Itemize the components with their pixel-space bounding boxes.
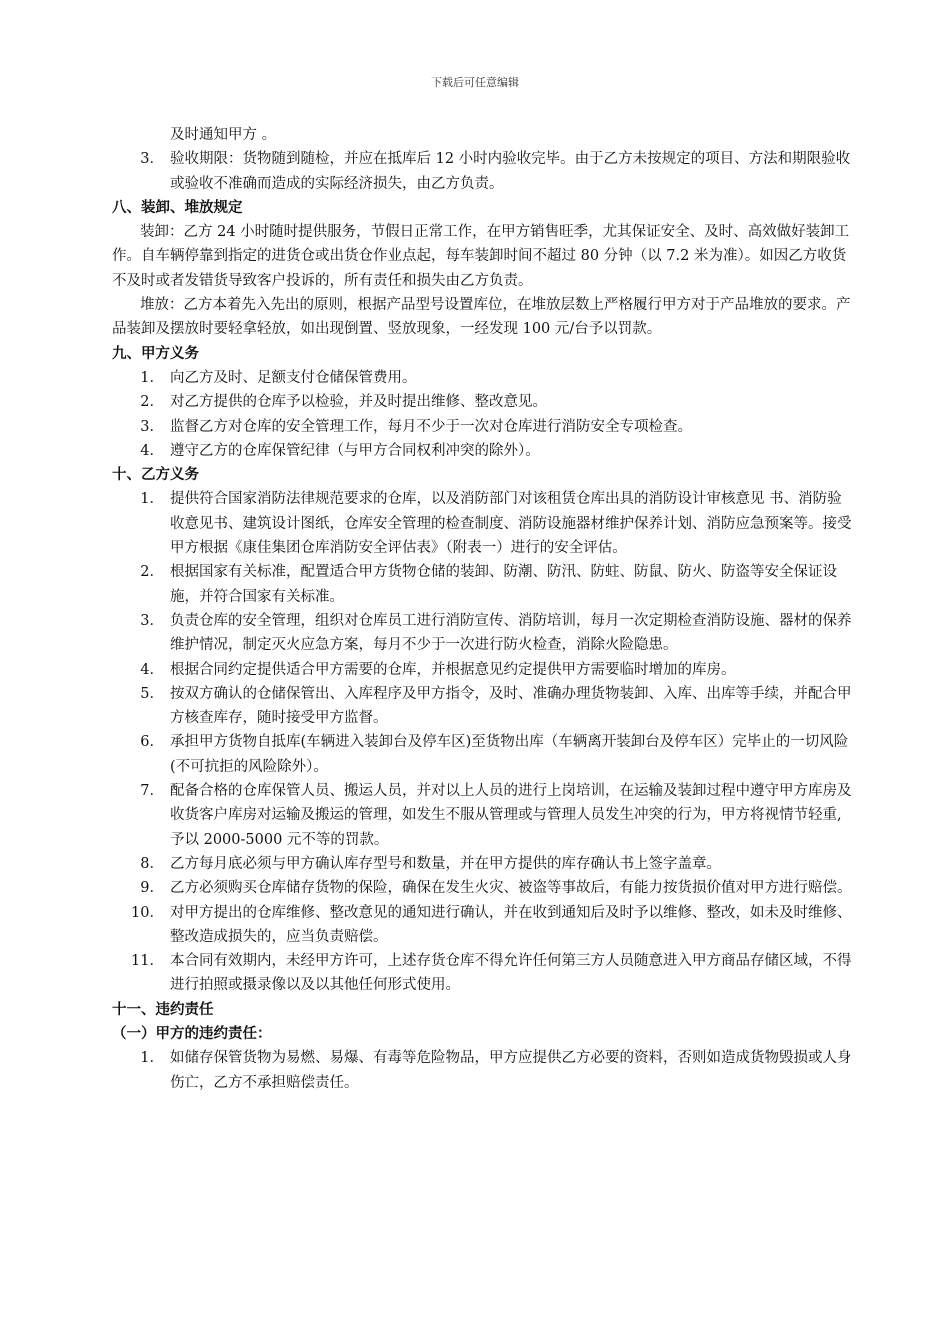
- item-number: 1．: [140, 1050, 164, 1067]
- item-number: 7．: [140, 783, 164, 800]
- section9-item: [112, 390, 852, 414]
- section9-heading: 九、甲方义务: [112, 345, 199, 362]
- document-body: [112, 123, 852, 1095]
- item-text: 按双方确认的仓储保管出、入库程序及甲方指令，及时、准确办理货物装卸、入库、出库等手续，并配合甲方核查库存，随时接受甲方监督。: [170, 685, 852, 727]
- item-number: 1．: [140, 491, 164, 508]
- item-number: 11．: [131, 953, 164, 970]
- header-note: 下载后可任意编辑: [431, 76, 519, 89]
- item-number: 8．: [140, 855, 164, 872]
- section10-item: [112, 609, 852, 658]
- item-text: 对乙方提供的仓库予以检验，并及时提出维修、整改意见。: [170, 394, 547, 411]
- item-text: 根据合同约定提供适合甲方需要的仓库，并根据意见约定提供甲方需要临时增加的库房。: [170, 661, 736, 678]
- item-number: 3．: [140, 151, 164, 168]
- section10-item: [112, 852, 852, 876]
- section9-item: [112, 439, 852, 463]
- item-number: 4．: [140, 442, 164, 459]
- item-text: 提供符合国家消防法律规范要求的仓库，以及消防部门对该租赁仓库出具的消防设计审核意见 书、消防验收意见书、建筑设计图纸，仓库安全管理的检查制度、消防设施器材维护保养计划、消防应急预案等。接受甲方根据《康佳集团仓库消防安全评估表》（附表一）进行的安全评估。: [170, 491, 852, 557]
- item-text: 遵守乙方的仓库保管纪律（与甲方合同权利冲突的除外）。: [170, 442, 540, 459]
- item-text: 向乙方及时、足额支付仓储保管费用。: [170, 369, 417, 386]
- item-text: 验收期限：货物随到随检，并应在抵库后 12 小时内验收完毕。由于乙方未按规定的项目、方法和期限验收或验收不准确而造成的实际经济损失，由乙方负责。: [170, 151, 851, 192]
- item-text: 配备合格的仓库保管人员、搬运人员，并对以上人员的进行上岗培训，在运输及装卸过程中遵守甲方库房及收货客户库房对运输及搬运的管理，如发生不服从管理或与管理人员发生冲突的行为，甲方将视情节轻重,予以 2000-5000 元不等的罚款。: [170, 783, 852, 848]
- item-number: 10．: [131, 904, 164, 921]
- section8-paragraph-stacking: 堆放：乙方本着先入先出的原则，根据产品型号设置库位，在堆放层数上严格履行甲方对于产品堆放的要求。产品装卸及摆放时要轻拿轻放，如出现倒置、竖放现象，一经发现 100 元/台予以罚款。: [112, 297, 851, 338]
- item-text: 乙方每月底必须与甲方确认库存型号和数量，并在甲方提供的库存确认书上签字盖章。: [170, 855, 721, 872]
- item-text: 承担甲方货物自抵库(车辆进入装卸台及停车区)至货物出库（车辆离开装卸台及停车区）完毕止的一切风险(不可抗拒的风险除外）。: [170, 734, 849, 775]
- section11-item: [112, 1046, 852, 1095]
- item-number: 3．: [140, 612, 164, 629]
- item-number: 2．: [140, 394, 164, 411]
- section10-item: [112, 560, 852, 609]
- item-text: 乙方必须购买仓库储存货物的保险，确保在发生火灾、被盗等事故后，有能力按货损价值对甲方进行赔偿。: [170, 880, 852, 897]
- section8-paragraph-loading: 装卸：乙方 24 小时随时提供服务，节假日正常工作，在甲方销售旺季，尤其保证安全、及时、高效做好装卸工作。自车辆停靠到指定的进货仓或出货仓作业点起，每车装卸时间不超过 80 分钟（以 7.2 米为准）。如因乙方收货不及时或者发错货导致客户投诉的，所有责任和损失由乙方负责。: [112, 224, 850, 289]
- item-number: 5．: [140, 685, 164, 702]
- section10-item: [112, 779, 852, 852]
- item-text: 如储存保管货物为易燃、易爆、有毒等危险物品，甲方应提供乙方必要的资料，否则如造成货物毁损或人身伤亡，乙方不承担赔偿责任。: [170, 1050, 852, 1091]
- item-text: 负责仓库的安全管理，组织对仓库员工进行消防宣传、消防培训，每月一次定期检查消防设施、器材的保养维护情况，制定灭火应急方案，每月不少于一次进行防火检查，消除火险隐患。: [170, 612, 852, 654]
- item-number: 4．: [140, 661, 164, 678]
- item-number: 1．: [140, 369, 164, 386]
- item-text: 根据国家有关标准，配置适合甲方货物仓储的装卸、防潮、防汛、防蛀、防鼠、防火、防盗等安全保证设施，并符合国家有关标准。: [170, 564, 837, 605]
- section10-item: [112, 876, 852, 900]
- item-text: 监督乙方对仓库的安全管理工作，每月不少于一次对仓库进行消防安全专项检查。: [170, 418, 692, 435]
- item-text: 对甲方提出的仓库维修、整改意见的通知进行确认，并在收到通知后及时予以维修、整改，如未及时维修、整改造成损失的，应当负责赔偿。: [170, 904, 852, 945]
- item-number: 2．: [140, 564, 164, 581]
- item-text: 本合同有效期内，未经甲方许可，上述存货仓库不得允许任何第三方人员随意进入甲方商品存储区域，不得进行拍照或摄录像以及以其他任何形式使用。: [170, 953, 852, 994]
- section10-item: [112, 682, 852, 731]
- item-number: 3．: [140, 418, 164, 435]
- section7-continuation: 及时通知甲方 。: [170, 127, 277, 143]
- section8-heading: 八、装卸、堆放规定: [112, 199, 243, 216]
- section7-item-3: [112, 147, 852, 196]
- section9-item: [112, 415, 852, 439]
- section10-item: [112, 658, 852, 682]
- section10-item: [112, 949, 852, 998]
- section9-item: [112, 366, 852, 390]
- section10-heading: 十、乙方义务: [112, 467, 199, 484]
- section11-subheading: （一）甲方的违约责任：: [112, 1025, 272, 1042]
- item-number: 9．: [140, 880, 164, 897]
- section11-heading: 十一、违约责任: [112, 1001, 214, 1018]
- section10-item: [112, 901, 852, 950]
- section10-item: [112, 487, 852, 560]
- section10-item: [112, 730, 852, 779]
- item-number: 6．: [140, 734, 164, 751]
